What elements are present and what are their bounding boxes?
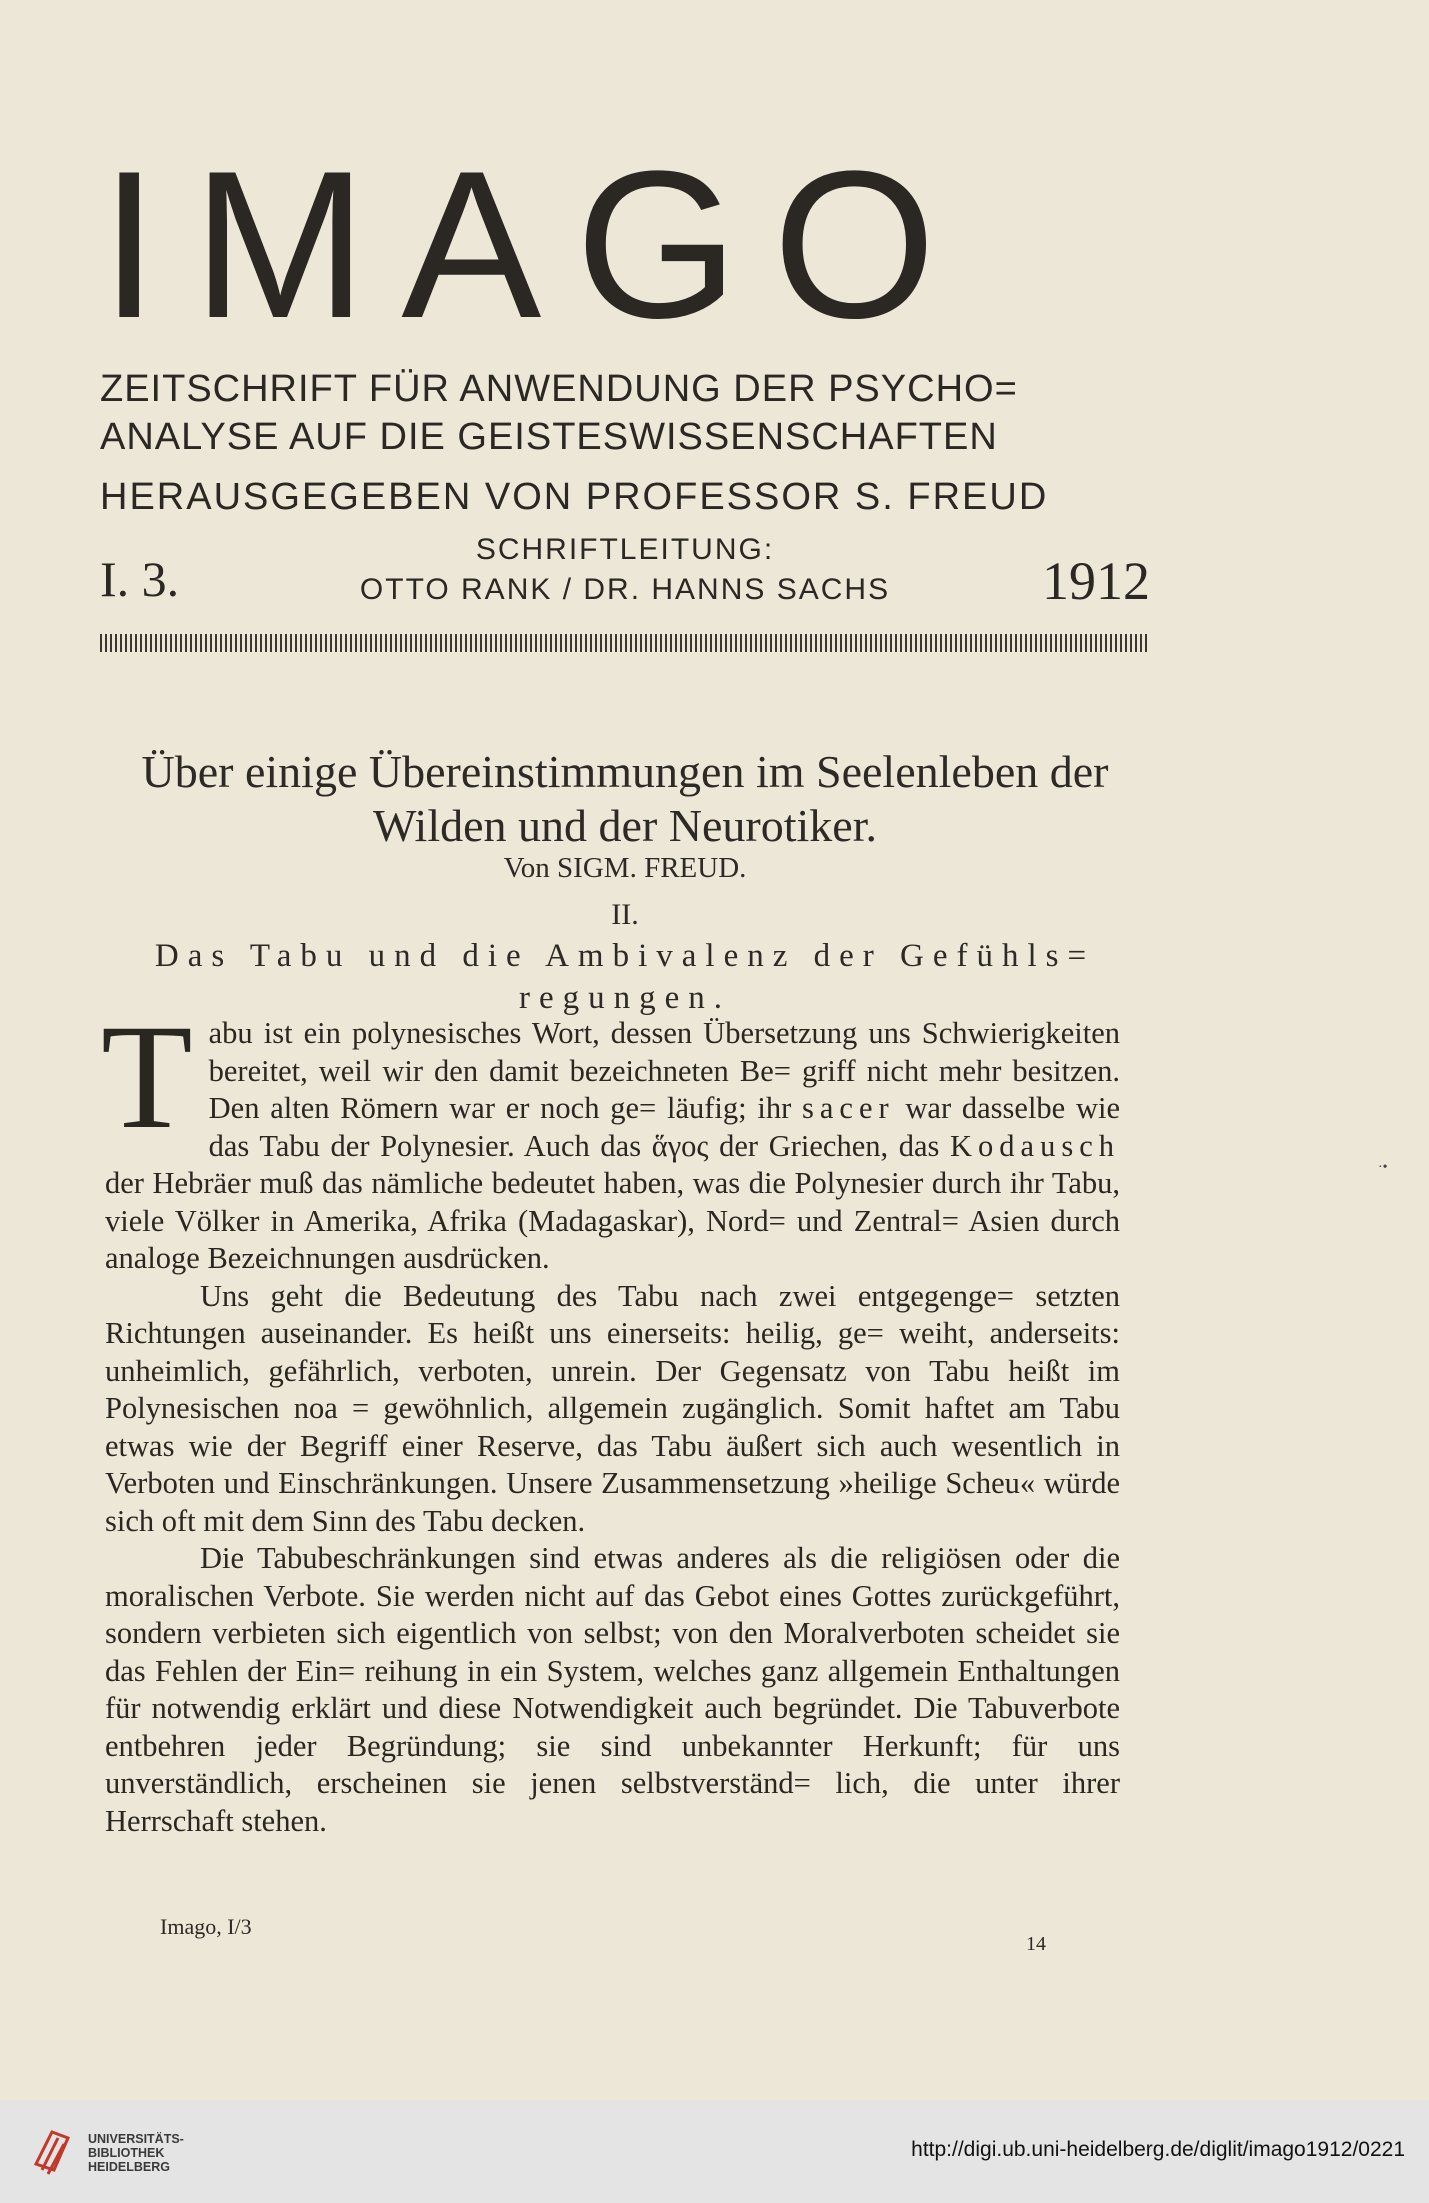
sheet-signature: Imago, I/3 — [160, 1914, 252, 1939]
article-title-line2: Wilden und der Neurotiker. — [372, 800, 877, 851]
library-name-line1: UNIVERSITÄTS- — [88, 2132, 184, 2146]
viewer-footer-bar — [0, 2100, 1429, 2203]
term-sacer: sacer — [802, 1091, 895, 1125]
stray-mark: ·• — [1378, 1160, 1388, 1175]
page-number: 14 — [1026, 1933, 1046, 1955]
journal-subtitle-line2: ANALYSE AUF DIE GEISTESWISSENSCHAFTEN — [100, 416, 998, 458]
paragraph-1-text-a: abu ist ein polynesisches Wort, dessen Übersetzung uns Schwierigkeiten bereitet, weil wir den damit bezeichneten Be= griff nicht mehr besitzen. Den alten Römern war er noch ge= läufig; ihr — [208, 1016, 1120, 1125]
article-title-line1: Über einige Übereinstimmungen im Seelenleben der — [141, 746, 1109, 797]
article-byline: Von SIGM. FREUD. — [503, 852, 747, 884]
article-title — [100, 745, 1150, 853]
library-name-line3: HEIDELBERG — [88, 2160, 170, 2174]
issue-number: I. 3. — [100, 551, 180, 607]
permalink-url[interactable]: http://digi.ub.uni-heidelberg.de/diglit/imago1912/0221 — [911, 2138, 1405, 2161]
paragraph-2: Uns geht die Bedeutung des Tabu nach zwei entgegenge= setzten Richtungen auseinander. Es heißt uns einerseits: heilig, ge= weiht, anderseits: unheimlich, gefährlich, verboten, unrein. Der Gegensatz von Tabu heißt im Polynesischen noa = gewöhnlich, allgemein zugänglich. Somit haftet am Tabu etwas wie der Begriff einer Reserve, das Tabu äußert sich auch wesentlich in Verboten und Einschränkungen. Unsere Zusammensetzung »heilige Scheu« würde sich oft mit dem Sinn des Tabu decken. — [105, 1278, 1120, 1538]
issue-row — [100, 530, 1150, 620]
paragraph-1-text-c: der Griechen, das — [719, 1128, 940, 1163]
journal-subtitle-line1: ZEITSCHRIFT FÜR ANWENDUNG DER PSYCHO= — [100, 368, 1018, 410]
library-logo-icon[interactable] — [30, 2124, 78, 2178]
library-name-line2: BIBLIOTHEK — [88, 2146, 165, 2160]
term-kodausch: Kodausch — [950, 1128, 1120, 1163]
journal-editor-line: HERAUSGEGEBEN VON PROFESSOR S. FREUD — [100, 476, 1049, 518]
paragraph-1-text-d: der Hebräer muß das nämliche bedeutet haben, was die Polynesier durch ihr Tabu, viele Völker in Amerika, Afrika (Madagaskar), Nord= und Zentral= Asien durch analoge Bezeichnungen ausdrücken. — [105, 1166, 1120, 1275]
paragraph-3: Die Tabubeschränkungen sind etwas anderes als die religiösen oder die moralischen Verbote. Sie werden nicht auf das Gebot eines Gottes zurückgeführt, sondern verbieten sich eigentlich von selbst; von den Moralverboten scheidet sie das Fehlen der Ein= reihung in ein System, welches ganz allgemein Enthaltungen für notwendig erklärt und diese Notwendigkeit auch begründet. Die Tabuverbote entbehren jeder Begründung; sie sind unbekannter Herkunft; für uns unverständlich, erscheinen sie jenen selbstverständ= lich, die unter ihrer Herrschaft stehen. — [105, 1541, 1120, 1838]
editors-block — [300, 530, 950, 610]
editors-label: SCHRIFTLEITUNG: — [475, 533, 775, 566]
decorative-rule — [100, 634, 1150, 652]
editors-names: OTTO RANK / DR. HANNS SACHS — [359, 573, 891, 606]
section-heading-line2: regungen. — [518, 980, 732, 1016]
drop-cap: T — [101, 994, 193, 1160]
section-heading-line1: Das Tabu und die Ambivalenz der Gefühls= — [154, 938, 1096, 974]
issue-year: 1912 — [1042, 551, 1150, 611]
article-part-number: II. — [611, 898, 639, 931]
library-name[interactable] — [88, 2132, 184, 2174]
section-heading — [130, 935, 1120, 1019]
term-greek: ἅγος — [651, 1128, 709, 1163]
paragraph-1-text-b: war dasselbe wie das Tabu der Polynesier. Auch das — [208, 1091, 1121, 1163]
journal-title: IMAGO — [100, 127, 971, 362]
